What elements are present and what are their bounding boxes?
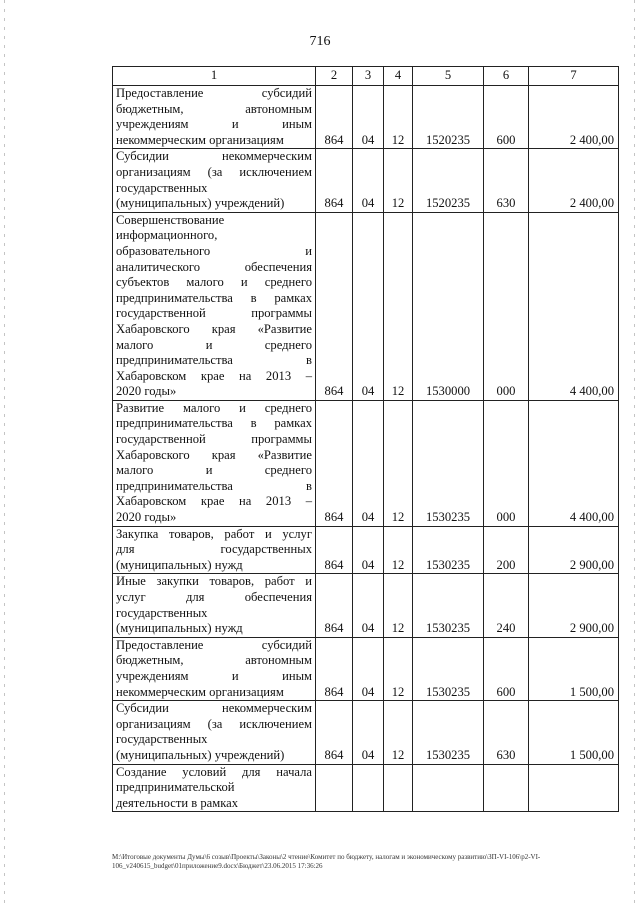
ministry-code-cell: 864 <box>316 701 353 764</box>
item-name-line: Хабаровского края «Развитие <box>116 321 312 336</box>
budget-table <box>112 66 619 812</box>
item-name-line: аналитического обеспечения <box>116 259 312 274</box>
target-article-cell: 1520235 <box>413 86 484 149</box>
table-row <box>113 149 619 212</box>
expense-type-cell: 600 <box>484 637 529 700</box>
item-name-line: Предоставление субсидий <box>116 86 312 100</box>
expense-type-cell: 000 <box>484 400 529 526</box>
item-name-line: малого и среднего <box>116 463 312 478</box>
item-name-line: учреждениям и иным <box>116 668 312 683</box>
item-name-line: предпринимательской <box>116 780 235 795</box>
amount-cell: 1 500,00 <box>529 701 619 764</box>
subsection-code-cell: 12 <box>384 86 413 149</box>
target-article-cell: 1520235 <box>413 149 484 212</box>
expense-type-cell: 000 <box>484 212 529 400</box>
section-code-cell: 04 <box>353 400 384 526</box>
amount-cell <box>529 764 619 812</box>
table-row <box>113 400 619 526</box>
target-article-cell: 1530235 <box>413 526 484 574</box>
ministry-code-cell: 864 <box>316 526 353 574</box>
header-cell: 2 <box>316 67 353 86</box>
ministry-code-cell: 864 <box>316 637 353 700</box>
table-row <box>113 764 619 812</box>
item-name-line: предпринимательства в рамках <box>116 290 312 305</box>
item-name-line: информационного, <box>116 228 218 243</box>
section-code-cell: 04 <box>353 526 384 574</box>
item-name-line: Развитие малого и среднего <box>116 400 312 415</box>
subsection-code-cell <box>384 764 413 812</box>
subsection-code-cell: 12 <box>384 574 413 637</box>
item-name-line: предпринимательства в <box>116 478 312 493</box>
subsection-code-cell: 12 <box>384 149 413 212</box>
section-code-cell: 04 <box>353 86 384 149</box>
target-article-cell: 1530235 <box>413 701 484 764</box>
item-name-line: некоммерческим организациям <box>116 132 284 147</box>
item-name-line: 2020 годы» <box>116 384 177 399</box>
scan-margin-left <box>4 0 5 905</box>
item-name-line: Субсидии некоммерческим <box>116 149 312 164</box>
table-row <box>113 212 619 400</box>
item-name-line: (муниципальных) нужд <box>116 557 243 572</box>
item-name-cell <box>113 764 316 812</box>
item-name-line: для государственных <box>116 542 312 557</box>
amount-cell: 2 400,00 <box>529 86 619 149</box>
item-name-line: государственной программы <box>116 306 312 321</box>
item-name-line: Создание условий для начала <box>116 764 312 779</box>
item-name-line: Хабаровском крае на 2013 – <box>116 368 312 383</box>
item-name-cell <box>113 149 316 212</box>
item-name-line: некоммерческим организациям <box>116 684 284 699</box>
subsection-code-cell: 12 <box>384 526 413 574</box>
section-code-cell: 04 <box>353 149 384 212</box>
amount-cell: 1 500,00 <box>529 637 619 700</box>
ministry-code-cell: 864 <box>316 86 353 149</box>
item-name-line: Совершенствование <box>116 212 225 227</box>
item-name-line: предпринимательства в <box>116 353 312 368</box>
item-name-cell <box>113 701 316 764</box>
expense-type-cell: 240 <box>484 574 529 637</box>
table-row <box>113 574 619 637</box>
header-cell: 6 <box>484 67 529 86</box>
header-row <box>113 67 619 86</box>
table-row <box>113 526 619 574</box>
header-cell: 7 <box>529 67 619 86</box>
item-name-line: организациям (за исключением <box>116 164 312 179</box>
expense-type-cell: 200 <box>484 526 529 574</box>
target-article-cell: 1530235 <box>413 637 484 700</box>
item-name-cell <box>113 637 316 700</box>
item-name-line: Иные закупки товаров, работ и <box>116 574 312 589</box>
header-cell: 1 <box>113 67 316 86</box>
item-name-line: бюджетным, автономным <box>116 101 312 116</box>
item-name-line: (муниципальных) учреждений) <box>116 196 285 211</box>
subsection-code-cell: 12 <box>384 212 413 400</box>
target-article-cell: 1530235 <box>413 400 484 526</box>
item-name-line: образовательного и <box>116 243 312 258</box>
item-name-line: государственной программы <box>116 432 312 447</box>
subsection-code-cell: 12 <box>384 400 413 526</box>
section-code-cell: 04 <box>353 637 384 700</box>
item-name-line: малого и среднего <box>116 337 312 352</box>
ministry-code-cell: 864 <box>316 149 353 212</box>
table-row <box>113 86 619 149</box>
item-name-cell <box>113 574 316 637</box>
item-name-line: 2020 годы» <box>116 510 177 525</box>
item-name-cell <box>113 400 316 526</box>
ministry-code-cell: 864 <box>316 574 353 637</box>
ministry-code-cell: 864 <box>316 400 353 526</box>
section-code-cell: 04 <box>353 701 384 764</box>
item-name-cell <box>113 86 316 149</box>
item-name-line: Хабаровском крае на 2013 – <box>116 494 312 509</box>
footer-line: M:\Итоговые документы Думы\6 созыв\Проекты\Законы\2 чтение\Комитет по бюджету, налогам и экономическому развитию\ЗП-VI-106\p2-VI- <box>112 853 541 861</box>
amount-cell: 2 900,00 <box>529 574 619 637</box>
target-article-cell <box>413 764 484 812</box>
ministry-code-cell <box>316 764 353 812</box>
item-name-line: учреждениям и иным <box>116 117 312 132</box>
header-cell: 4 <box>384 67 413 86</box>
section-code-cell: 04 <box>353 212 384 400</box>
footer-line: 106_v240615_budget\01приложение9.docx\Бюджет\23.06.2015 17:36:26 <box>112 862 323 870</box>
item-name-line: Хабаровского края «Развитие <box>116 447 312 462</box>
target-article-cell: 1530000 <box>413 212 484 400</box>
section-code-cell <box>353 764 384 812</box>
amount-cell: 2 900,00 <box>529 526 619 574</box>
item-name-cell <box>113 212 316 400</box>
file-path-footer <box>112 853 632 871</box>
item-name-line: Субсидии некоммерческим <box>116 701 312 716</box>
item-name-line: (муниципальных) учреждений) <box>116 747 285 762</box>
item-name-line: государственных <box>116 732 208 747</box>
ministry-code-cell: 864 <box>316 212 353 400</box>
item-name-line: государственных <box>116 180 208 195</box>
page-number: 716 <box>309 34 331 49</box>
scan-margin-right <box>634 0 635 905</box>
amount-cell: 4 400,00 <box>529 400 619 526</box>
item-name-line: Закупка товаров, работ и услуг <box>116 526 312 541</box>
table-row <box>113 637 619 700</box>
subsection-code-cell: 12 <box>384 637 413 700</box>
item-name-line: организациям (за исключением <box>116 716 312 731</box>
item-name-line: деятельности в рамках <box>116 795 239 810</box>
item-name-line: бюджетным, автономным <box>116 653 312 668</box>
expense-type-cell: 630 <box>484 149 529 212</box>
item-name-line: (муниципальных) нужд <box>116 621 243 636</box>
expense-type-cell <box>484 764 529 812</box>
item-name-cell <box>113 526 316 574</box>
amount-cell: 2 400,00 <box>529 149 619 212</box>
header-cell: 3 <box>353 67 384 86</box>
subsection-code-cell: 12 <box>384 701 413 764</box>
item-name-line: предпринимательства в рамках <box>116 416 312 431</box>
item-name-line: услуг для обеспечения <box>116 590 312 604</box>
item-name-line: государственных <box>116 605 208 620</box>
amount-cell: 4 400,00 <box>529 212 619 400</box>
section-code-cell: 04 <box>353 574 384 637</box>
target-article-cell: 1530235 <box>413 574 484 637</box>
header-cell: 5 <box>413 67 484 86</box>
item-name-line: Предоставление субсидий <box>116 637 312 652</box>
table-row <box>113 701 619 764</box>
item-name-line: субъектов малого и среднего <box>116 275 312 290</box>
expense-type-cell: 600 <box>484 86 529 149</box>
expense-type-cell: 630 <box>484 701 529 764</box>
